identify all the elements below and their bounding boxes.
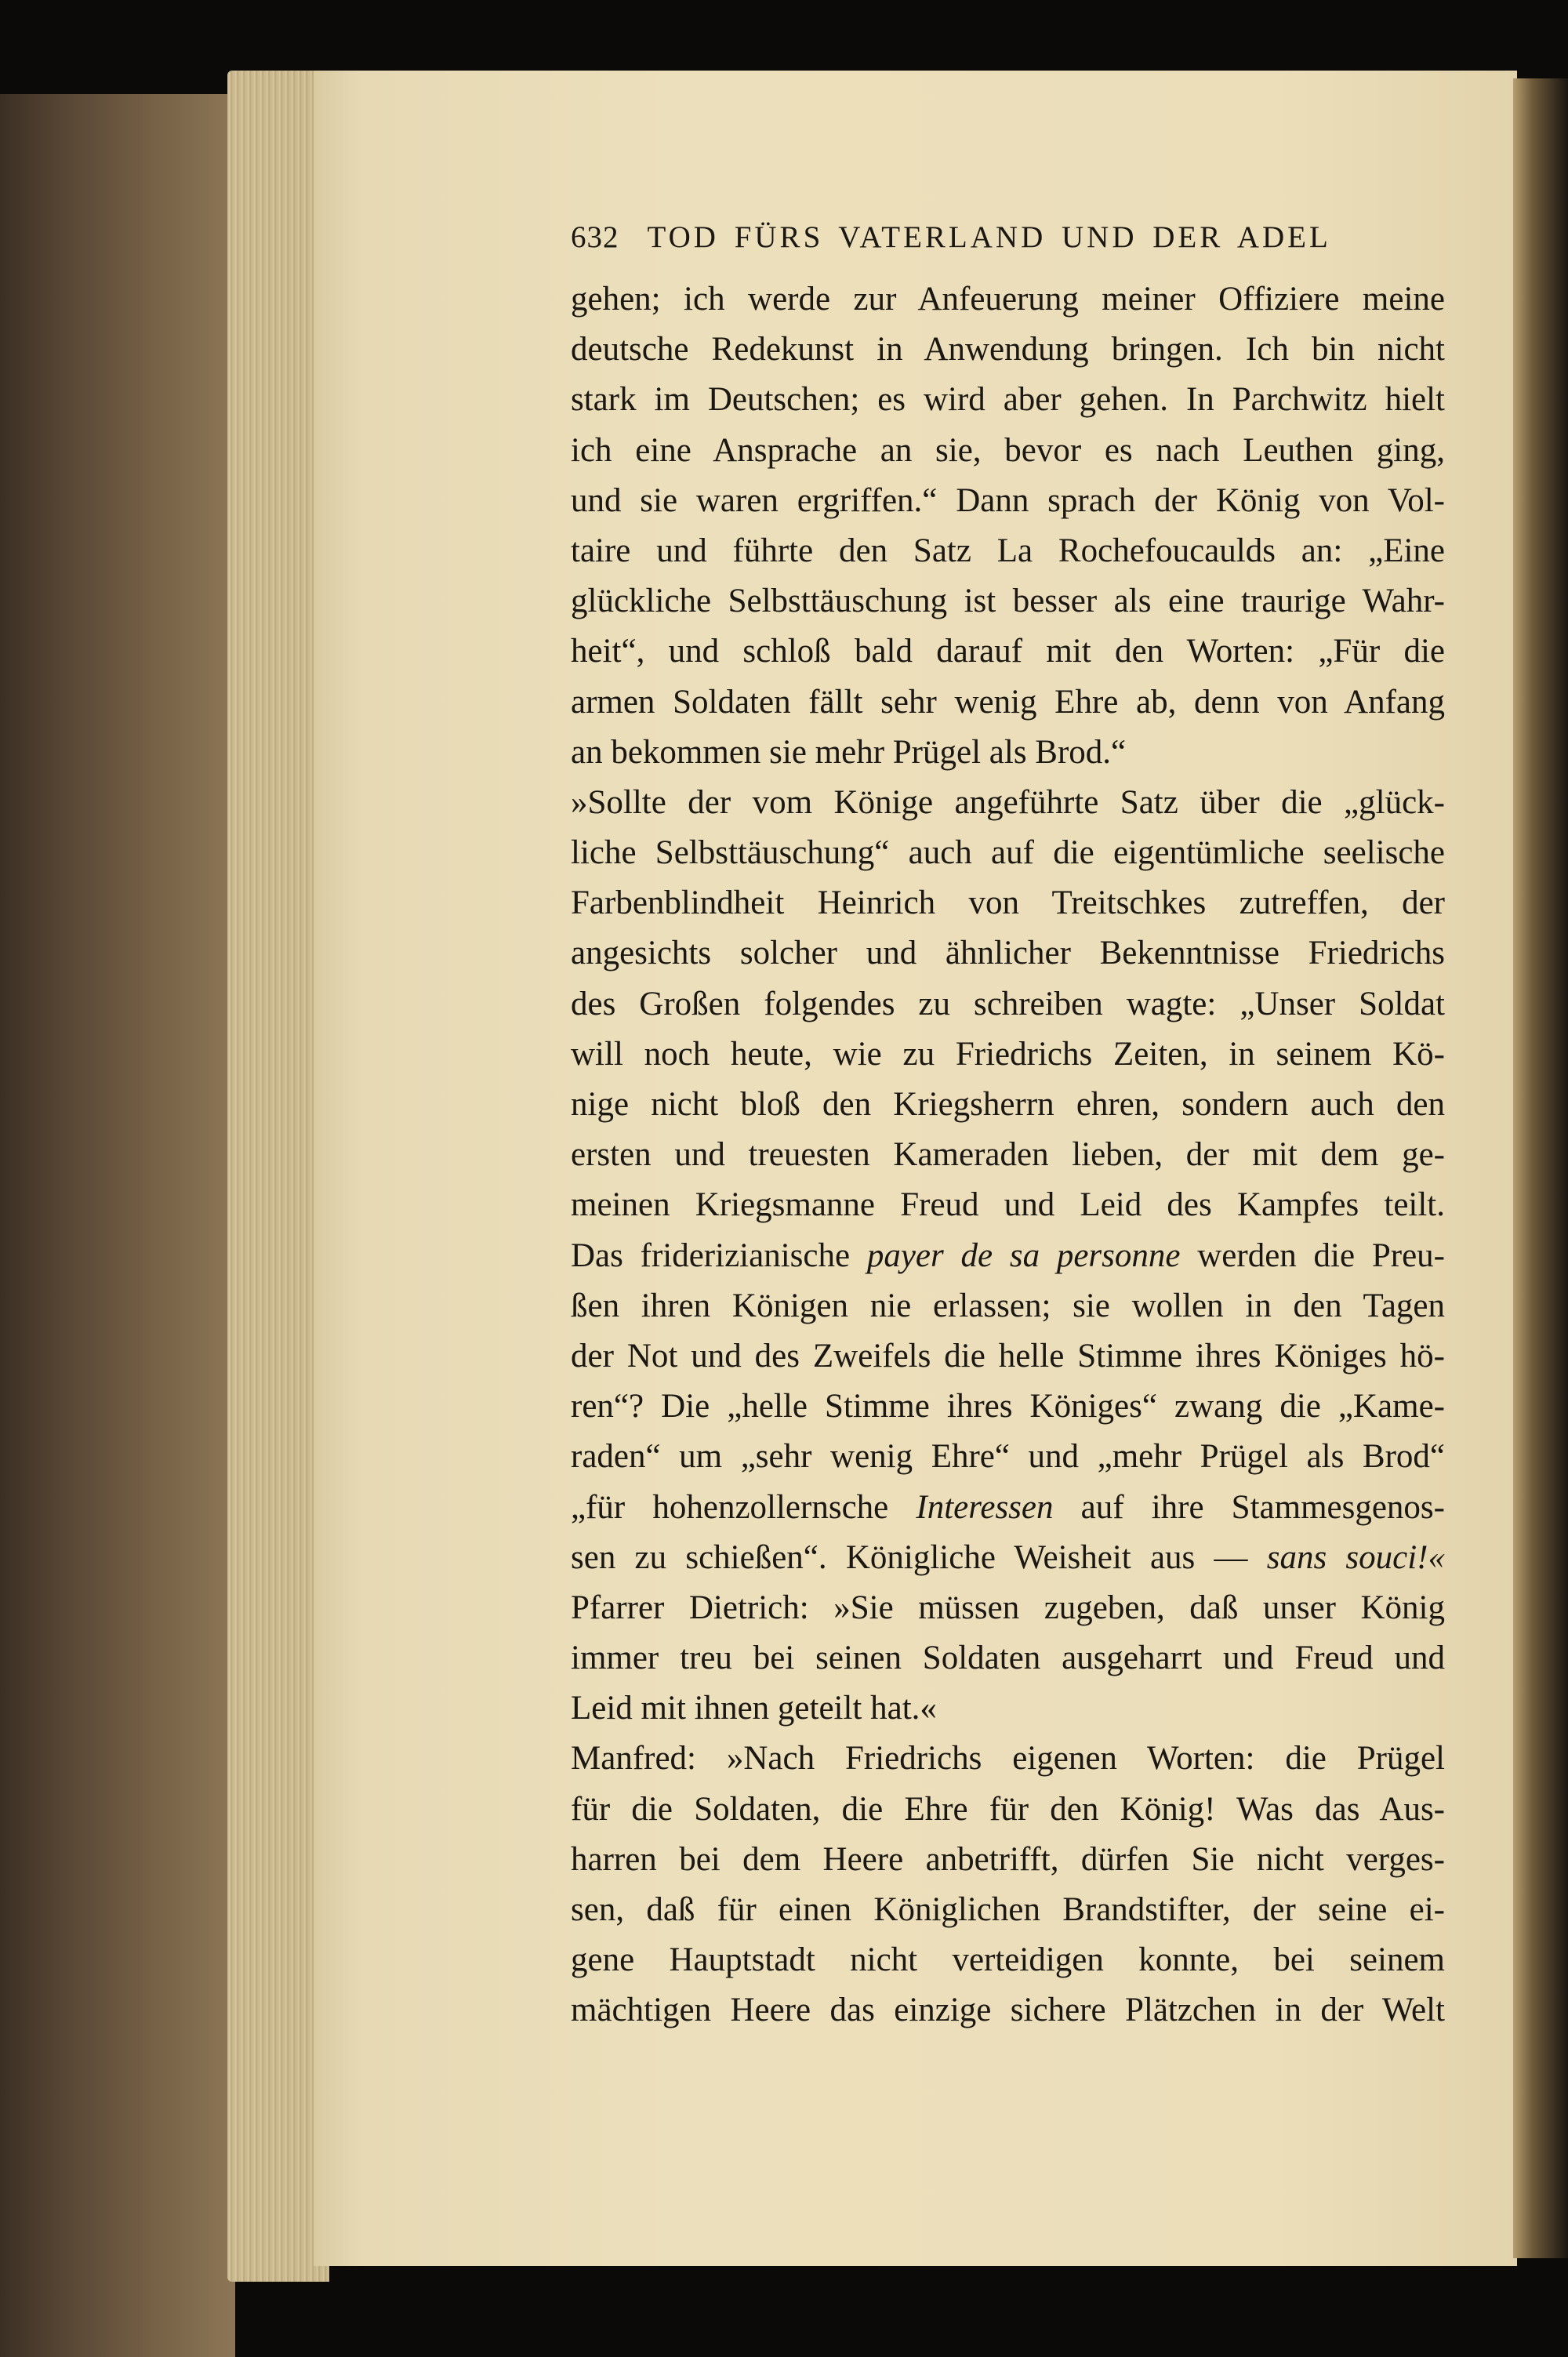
text-line (571, 1483, 1445, 1533)
text-line: Leid mit ihnen geteilt hat.« (571, 1690, 937, 1727)
gutter-shadow (1513, 78, 1568, 2258)
text-line: Manfred: »Nach Friedrichs eigenen Worten: die Prügel (571, 1740, 1445, 1778)
text-line: deutsche Redekunst in Anwendung bringen. Ich bin nicht (571, 331, 1445, 369)
text-line: angesichts solcher und ähnlicher Bekenntnisse Friedrichs (571, 935, 1445, 972)
text-line (571, 1533, 1445, 1583)
text-line: liche Selbsttäuschung“ auch auf die eigentümliche seelische (571, 834, 1445, 872)
italic-phrase: Interessen (916, 1488, 1054, 1526)
text-line: immer treu bei seinen Soldaten ausgeharrt und Freud und (571, 1640, 1445, 1677)
text-line: ich eine Ansprache an sie, bevor es nach Leuthen ging, (571, 431, 1445, 469)
text-line: an bekommen sie mehr Prügel als Brod.“ (571, 733, 1127, 771)
text-line: gehen; ich werde zur Anfeuerung meiner Offiziere meine (571, 281, 1445, 318)
text-line: Pfarrer Dietrich: »Sie müssen zugeben, daß unser König (571, 1589, 1445, 1626)
text-run: Das friderizianische (571, 1237, 867, 1274)
text-line: sen, daß für einen Königlichen Brandstifter, der seine ei- (571, 1891, 1445, 1928)
body-text (571, 274, 1445, 2036)
text-line: Farbenblindheit Heinrich von Treitschkes zutreffen, der (571, 884, 1445, 922)
page-text-block (571, 220, 1445, 2036)
text-line: des Großen folgendes zu schreiben wagte: „Unser Soldat (571, 985, 1445, 1022)
text-line: raden“ um „sehr wenig Ehre“ und „mehr Prügel als Brod“ (571, 1438, 1445, 1476)
text-line: heit“, und schloß bald darauf mit den Worten: „Für die (571, 633, 1445, 670)
running-head (571, 220, 1445, 267)
text-run: werden die Preu- (1180, 1237, 1445, 1274)
text-line: taire und führte den Satz La Rochefoucaulds an: „Eine (571, 532, 1445, 569)
text-line: ßen ihren Königen nie erlassen; sie wollen in den Tagen (571, 1287, 1445, 1324)
text-line: »Sollte der vom Könige angeführte Satz über die „glück- (571, 783, 1445, 821)
text-line: und sie waren ergriffen.“ Dann sprach der König von Vol- (571, 481, 1445, 519)
text-line: der Not und des Zweifels die helle Stimme ihres Königes hö- (571, 1337, 1445, 1375)
text-line: meinen Kriegsmanne Freud und Leid des Kampfes teilt. (571, 1186, 1445, 1224)
text-line (571, 1231, 1445, 1281)
text-run: auf ihre Stammesgenos- (1053, 1488, 1445, 1526)
text-line: ersten und treuesten Kameraden lieben, der mit dem ge- (571, 1136, 1445, 1174)
text-run: „für hohenzollernsche (571, 1488, 916, 1526)
text-line: ren“? Die „helle Stimme ihres Königes“ zwang die „Kame- (571, 1388, 1445, 1425)
book-cover-edge (0, 94, 235, 2357)
italic-phrase: sans souci!« (1266, 1538, 1445, 1576)
text-line: glückliche Selbsttäuschung ist besser als eine traurige Wahr- (571, 583, 1445, 620)
text-line: gene Hauptstadt nicht verteidigen konnte, bei seinem (571, 1941, 1445, 1979)
italic-phrase: payer de sa personne (866, 1237, 1181, 1274)
page-number: 632 (571, 220, 619, 254)
running-title: TOD FÜRS VATERLAND UND DER ADEL (647, 220, 1331, 254)
text-line: will noch heute, wie zu Friedrichs Zeiten, in seinem Kö- (571, 1035, 1445, 1073)
text-line: stark im Deutschen; es wird aber gehen. In Parchwitz hielt (571, 381, 1445, 419)
text-line: mächtigen Heere das einzige sichere Plätzchen in der Welt (571, 1992, 1445, 2029)
text-run: sen zu schießen“. Königliche Weisheit aus — (571, 1538, 1267, 1576)
text-line: für die Soldaten, die Ehre für den König! Was das Aus- (571, 1790, 1445, 1828)
text-line: harren bei dem Heere anbetrifft, dürfen Sie nicht verges- (571, 1840, 1445, 1878)
text-line: nige nicht bloß den Kriegsherrn ehren, sondern auch den (571, 1086, 1445, 1123)
text-line: armen Soldaten fällt sehr wenig Ehre ab, denn von Anfang (571, 683, 1445, 721)
